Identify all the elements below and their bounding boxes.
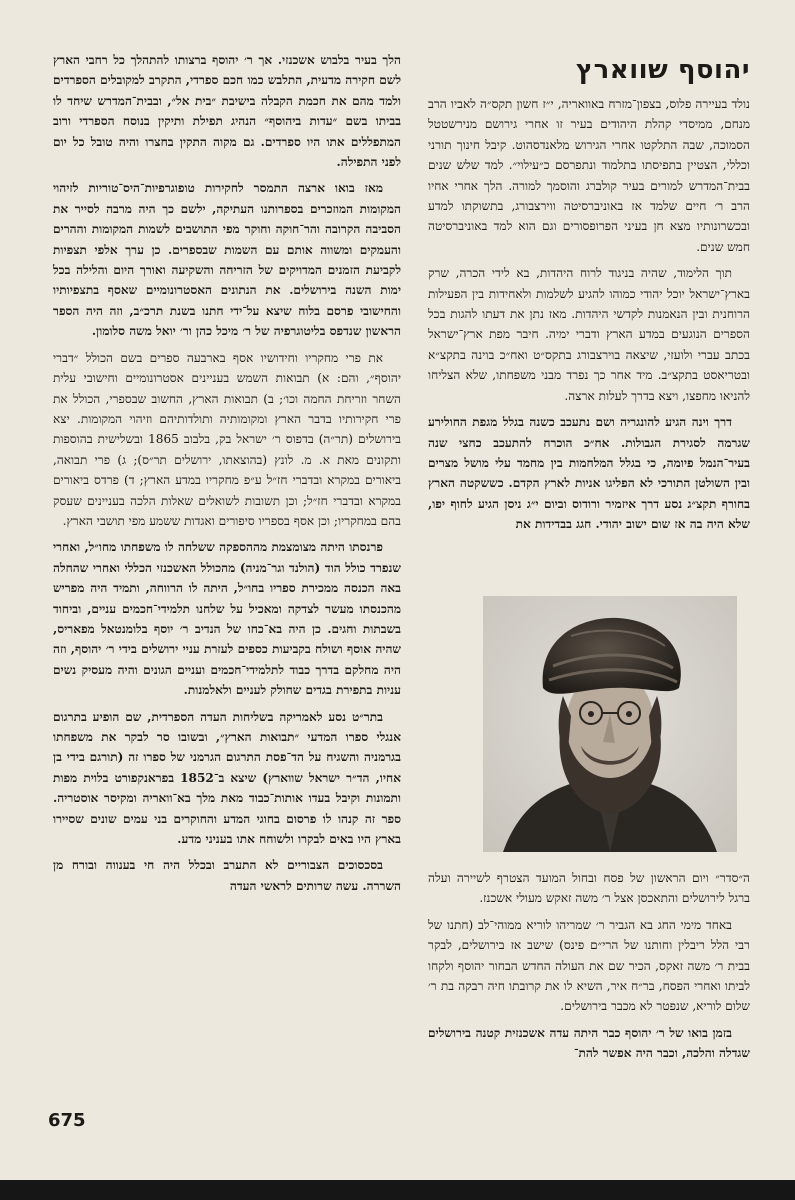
paragraph: תוך הלימוד, שהיה בניגוד לרוח היהדות, בא לידי הכרה, שרק בארץ־ישראל יוכל יהודי כמוהו להגיע לשלמות ולאחידות בין הפעילות הרוחנית ובין הנאמנות לקדשי היהדות. מאז נתן את דעתו להגות בכל הספרים הנוגעים במדע הארץ ודברי ימיה. חיבר מפת ארץ־ישראל בכתב עברי ולועזי, שיצאה בוירצבורג בתקס״ט ואח״כ בוינה בתקצ״א ובטריאסט בתקצ״ב. מיד אחר כך נפרד מבני משפחתו, שלא הצליחו להניאו מחפצו, ויצא בדרך לעלות ארצה. — [428, 266, 750, 403]
right-column-continued — [428, 868, 750, 1070]
paragraph: פרנסתו היתה מצומצמת מההספקה ששלחה לו משפחתו מחו״ל, ואחרי שנפרד כולל הוד (הולנד וגר־מניה) מהכולל האשכנזי הכללי ואחרי שהחלה באה הכנסה ממכירת ספריו בחו״ל, היתה לו הרווחה, ותמיד היה מפריש מהכנסתו מעשר לצדקה ומאכיל על שלחנו תלמידי־חכמים עניים, וביחוד בשבתות וחגים. כן היה בא־כחו של הנדיב ר׳ יוסף בלומנטאל מפאריס, שהיה אוסף ושולח בקביעות כספים לעזרת עניי ירושלים בידי ר׳ יהוסף, וזה היה מחלקם בדרך כבוד לתלמידי־חכמים ועניים הגונים והיה מעסיק נשים עניות בתפירת בגדים שחולק לעניים ולאלמנות. — [53, 540, 401, 698]
article-title: יהוסף שווארץ — [575, 55, 750, 85]
left-column — [53, 50, 401, 902]
paragraph: בתר״ט נסע לאמריקה בשליחות העדה הספרדית, שם הופיע בתרגום אנגלי ספרו המדעי ״תבואות הארץ״, ובשובו סר לבקר את משפחתו בגרמניה והשגיח על הד־פסת התרגום הגרמני של ספרו זה (תורגם בידי בן אחיו, הד״ר ישראל שווארץ) שיצא ב־1852 בפראנקפורט בלוית מפות ותמונות וקיבל בעדו אותות־כבוד מאת מלך בא־וואריה ומקיסר אוסטריה. ספר זה קנהו לו פרסום בחוגי המדע והחוקרים בני עמים שונים שסיירו בארץ היו באים לבקרו ולשוחח אתו בעניני מדע. — [53, 709, 401, 847]
paragraph: בסכסוכים הצבוריים לא התערב ובכלל היה חי בענווה ובורח מן השררה. עשה שרותים לראשי העדה — [53, 858, 401, 893]
portrait-illustration — [483, 596, 737, 852]
paragraph: נולד בעיירה פלוס, בצפון־מזרח באוואריה, י״ז חשון תקס״ה לאביו הרב מנחם, ממיסדי קהלת היהודים בעיר זו אחרי גירושם מנירשטטל הסמוכה, שבה התלקטו אחרי הגירוש מלאנדסהוט. קיבל חינוך תורני וכללי, הצטיין בתפיסתו בתלמוד ונתפרסם כ״עילוי״. למד שלש שנים בבית־המדרש למורים בעיר קולברג והוסמך למורה. הלך אחרי אחיו הרב ר׳ חיים שלמד אז באוניברסיטה ווירצבורג, בתשוקתו למדע ובכשרונותיו מצא חן בעיני הפרופסורים וגם הוא למד באוניברסיטה חמש שנים. — [428, 97, 750, 254]
scan-border-bar — [0, 1180, 795, 1200]
paragraph: הלך בעיר בלבוש אשכנזי. אך ר׳ יהוסף ברצותו להתהלך כל רחבי הארץ לשם חקירה מדעית, התלבש כמו חכם ספרדי, התקרב למקובלים הספרדים ולמד מהם את חכמת הקבלה בישיבת ״בית אל״, ובבית־המדרש שיחד לו בביתו בשם ״עדות ביהוסף״ הנהיג תפילת ותיקין בנוסח הספרדי ורוב המתפללים אתו היו ספרדים. גם מקוה התקין בחצרו והיה טובל כל יום לפני התפילה. — [53, 53, 401, 170]
paragraph: ה״סדר״ ויום הראשון של פסח ובחול המועד הצטרף לשיירה ועלה ברגל לירושלים והתאכסן אצל ר׳ משה זאקש מעולי אשכנז. — [428, 871, 750, 906]
paragraph: דרך וינה הגיע להונגריה ושם נתעכב כשנה בגלל מגפת החולירע שגרמה לסגירת הגבולות. אח״כ הוכרח להתעכב כחצי שנה בעיר־הנמל פיומה, כי בגלל המלחמות בין מחמד עלי מושל מצרים ובין השולטן התורכי לא הפליגו אניות לארץ הקדם. כששקטה הארץ בחורף תקצ״ג נסע דרך איזמיר ורודוס וביום י״ג ניסן הגיע לחוף יפו, שלא היה בה אז שום ישוב יהודי. חגג בבדידות את — [428, 415, 750, 532]
paragraph: בזמן בואו של ר׳ יהוסף כבר היתה עדה אשכנזית קטנה בירושלים שגדלה והלכה, וכבר היה אפשר להת־ — [428, 1025, 750, 1061]
portrait-image — [483, 596, 737, 852]
right-column — [428, 50, 750, 541]
paragraph: מאז בואו ארצה התמסר לחקירות טופוגרפיות־היס־טוריות לזיהוי המקומות המוזכרים בספרותנו העתיקה, ילשם כך היה מרבה לסייר את הסביבה הקרובה והר־חוקה וחוקר מפי התושבים לשמות המקומות וההרים והעמקים ומשווה אותם עם השמות שבספרים. כן ערך אלפי תצפיות לקביעת הזמנים המדויקים של הזריחה והשקיעה ואורך היום והלילה בכל ימות השנה בירושלים. את הנתונים האסטרונומיים שאסף בתצפיותיו והחישובי פרסם בלוח שיצא על־ידי חתנו בשנת תרכ״ב, וזה היה הספר הראשון שנדפס בליטוגרפיה של ר׳ מיכל כהן ור׳ יואל משה סלומון. — [53, 181, 401, 339]
paragraph: באחד מימי החג בא הגביר ר׳ שמריהו לוריא ממוהי־לב (חתנו של רבי הלל ריבלין וחותנו של הרי״ם פינס) שישב אז בירושלים, לבקר בבית ר׳ משה זאקס, הכיר שם את העולה החדש הבחור יהוסף ולקחו לביתו ואחרי הפסח, בר״ח איר, השיא לו את קרובתו חיה רבקה בת ר׳ שלום לוריא, שנפטר לא מכבר בירושלים. — [428, 917, 750, 1014]
paragraph: את פרי מחקריו וחידושיו אסף בארבעה ספרים בשם הכולל ״דברי יהוסף״, והם: א) תבואות השמש בעניינים אסטרונומיים וחישובי עלית השחר וזריחת החמה וכו׳; ב) תבואות הארץ, החשוב שבספרי, הכולל את פרי חקירותיו בדבר הארץ ומקומותיה ותולדותיהם וזיהוי המקומות. יצא בירושלים (תר״ה) בדפוס ר׳ ישראל בק, בלבוב 1865 ובשלישית בהוספות ותקונים מאת א. מ. לונץ (בהוצאתו, ירושלים תר״ס); ג) פרי תבואה, ביאורים במקרא ובדברי חז״ל ע״פ מחקריו במדע הארץ; ד) פרדס ביאורים במקרא ובדברי חז״ל; וכן תשובות לשואלים שאלות הלכה בעניינים שעסק בהם במחקריו; וכן אסף בספריו סיפורים ואגדות ששמע מפי תושבי הארץ. — [53, 350, 401, 528]
page-number: 675 — [48, 1110, 86, 1131]
